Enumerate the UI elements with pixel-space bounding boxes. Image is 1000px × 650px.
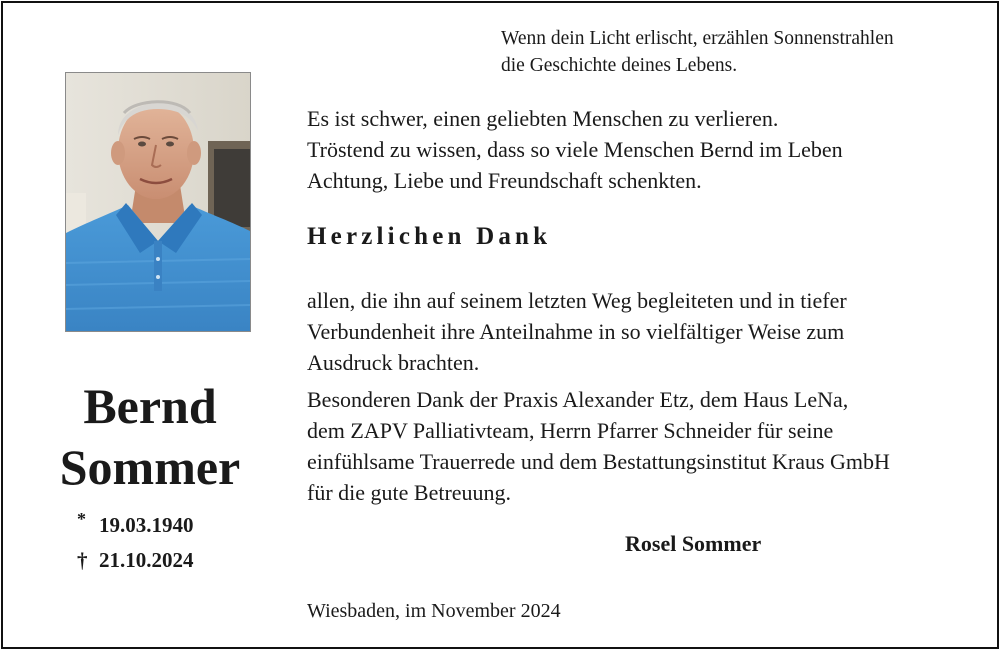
memorial-quote	[501, 25, 971, 79]
quote-line: Wenn dein Licht erlischt, erzählen Sonnenstrahlen	[501, 28, 894, 49]
birth-star-icon: *	[77, 509, 86, 529]
thanks-paragraph	[307, 285, 987, 378]
first-name: Bernd	[83, 378, 217, 434]
life-dates	[77, 509, 194, 583]
thanks-line: Ausdruck brachten.	[307, 350, 480, 375]
special-thanks-paragraph	[307, 384, 987, 508]
thanks-heading: Herzlichen Dank	[307, 223, 552, 250]
special-thanks-line: Besonderen Dank der Praxis Alexander Etz, dem Haus LeNa,	[307, 387, 849, 412]
signature: Rosel Sommer	[625, 531, 762, 556]
special-thanks-line: einfühlsame Trauerrede und dem Bestattungsinstitut Kraus GmbH	[307, 449, 890, 474]
intro-line: Es ist schwer, einen geliebten Menschen zu verlieren.	[307, 106, 779, 131]
birth-row	[77, 509, 194, 548]
quote-line: die Geschichte deines Lebens.	[501, 55, 738, 76]
thanks-line: allen, die ihn auf seinem letzten Weg begleiteten und in tiefer	[307, 288, 847, 313]
portrait-photo	[65, 72, 251, 332]
place-date: Wiesbaden, im November 2024	[307, 600, 561, 622]
intro-line: Achtung, Liebe und Freundschaft schenkten.	[307, 168, 702, 193]
last-name: Sommer	[59, 439, 241, 495]
portrait-image	[66, 73, 250, 331]
death-date: 21.10.2024	[99, 548, 194, 572]
intro-line: Tröstend zu wissen, dass so viele Menschen Bernd im Leben	[307, 137, 843, 162]
death-cross-icon: †	[77, 548, 88, 572]
deceased-name	[23, 376, 277, 498]
special-thanks-line: dem ZAPV Palliativteam, Herrn Pfarrer Schneider für seine	[307, 418, 834, 443]
death-row	[77, 548, 194, 583]
thanks-line: Verbundenheit ihre Anteilnahme in so vielfältiger Weise zum	[307, 319, 845, 344]
obituary-card	[1, 1, 999, 649]
intro-paragraph	[307, 103, 987, 196]
birth-date: 19.03.1940	[99, 513, 194, 537]
special-thanks-line: für die gute Betreuung.	[307, 480, 512, 505]
